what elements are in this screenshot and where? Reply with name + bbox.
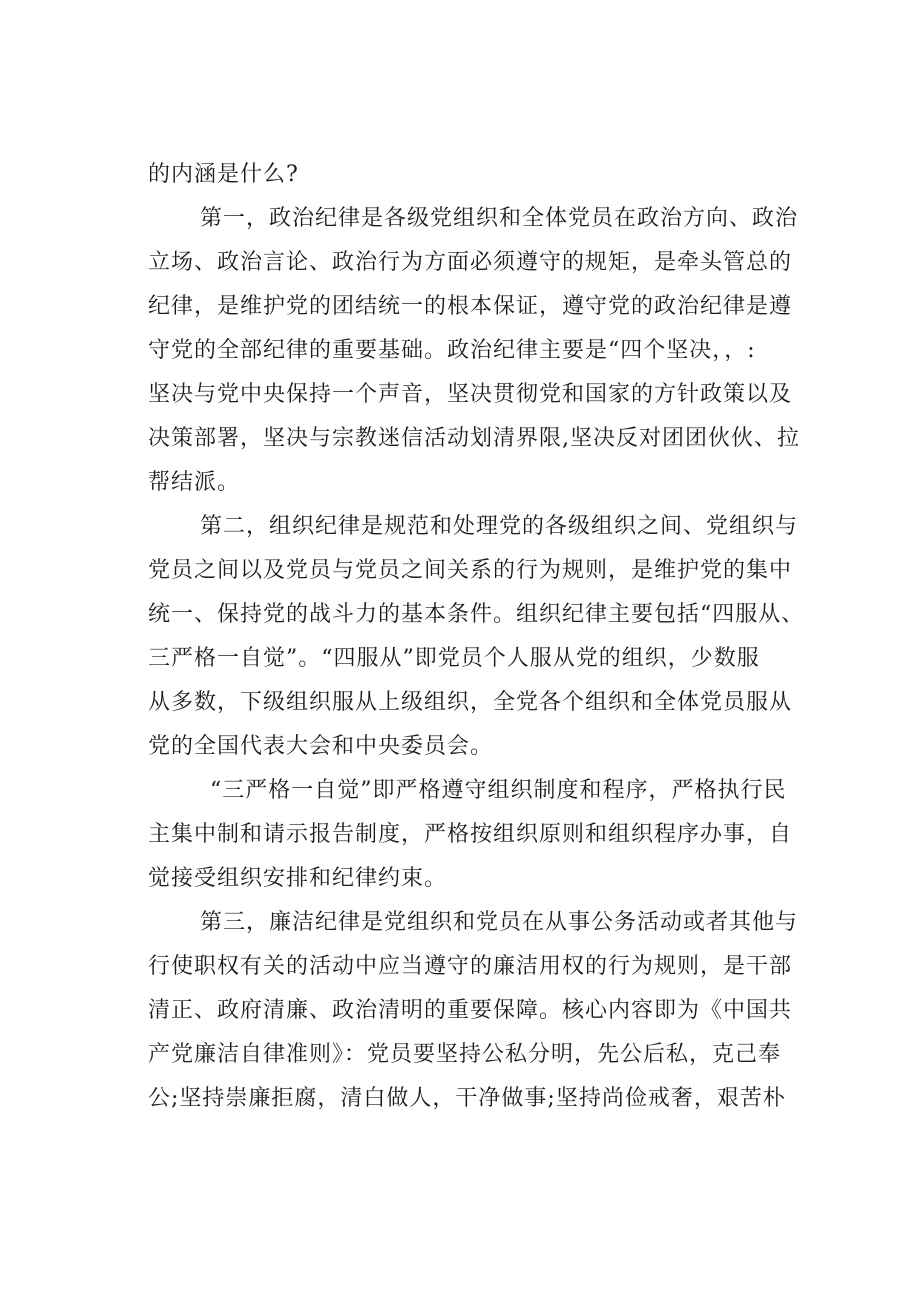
paragraph-2-line-4: 三严格一自觉”。“四服从”即党员个人服从党的组织，少数服: [148, 646, 760, 671]
paragraph-1-line-2: 立场、政治言论、政治行为方面必须遵守的规矩，是牵头管总的: [148, 250, 793, 275]
paragraph-4-line-2: 行使职权有关的活动中应当遵守的廉洁用权的行为规则，是干部: [148, 954, 793, 979]
paragraph-3-line-3: 觉接受组织安排和纪律约束。: [148, 866, 448, 891]
paragraph-2-line-1: 第二，组织纪律是规范和处理党的各级组织之间、党组织与: [200, 514, 799, 539]
paragraph-1-line-3: 纪律，是维护党的团结统一的根本保证，遵守党的政治纪律是遵: [148, 294, 793, 319]
paragraph-4-line-1: 第三，廉洁纪律是党组织和党员在从事公务活动或者其他与: [200, 910, 799, 935]
paragraph-2-line-2: 党员之间以及党员与党员之间关系的行为规则，是维护党的集中: [148, 558, 793, 583]
paragraph-1-line-4: 守党的全部纪律的重要基础。政治纪律主要是“四个坚决，，:: [148, 338, 756, 363]
text-line-1: 的内涵是什么?: [148, 162, 299, 187]
paragraph-1-line-1: 第一，政治纪律是各级党组织和全体党员在政治方向、政治: [200, 206, 799, 231]
paragraph-4-line-3: 清正、政府清廉、政治清明的重要保障。核心内容即为《中国共: [148, 998, 793, 1023]
paragraph-4-line-4: 产党廉洁自律准则》：党员要坚持公私分明，先公后私，克己奉: [148, 1042, 782, 1067]
paragraph-1-line-7: 帮结派。: [148, 470, 241, 495]
paragraph-1-line-5: 坚决与党中央保持一个声音，坚决贯彻党和国家的方针政策以及: [148, 382, 793, 407]
paragraph-2-line-5: 从多数，下级组织服从上级组织，全党各个组织和全体党员服从: [148, 690, 793, 715]
paragraph-1-line-6: 决策部署，坚决与宗教迷信活动划清界限,坚决反对团团伙伙、拉: [148, 426, 800, 451]
paragraph-2-line-3: 统一、保持党的战斗力的基本条件。组织纪律主要包括“四服从、: [148, 602, 805, 627]
paragraph-4-line-5: 公;坚持崇廉拒腐，清白做人，干净做事;坚持尚俭戒奢，艰苦朴: [148, 1086, 786, 1111]
paragraph-3-line-1: “三严格一自觉”即严格遵守组织制度和程序，严格执行民: [210, 778, 787, 803]
paragraph-2-line-6: 党的全国代表大会和中央委员会。: [148, 734, 494, 759]
paragraph-3-line-2: 主集中制和请示报告制度，严格按组织原则和组织程序办事，自: [148, 822, 793, 847]
